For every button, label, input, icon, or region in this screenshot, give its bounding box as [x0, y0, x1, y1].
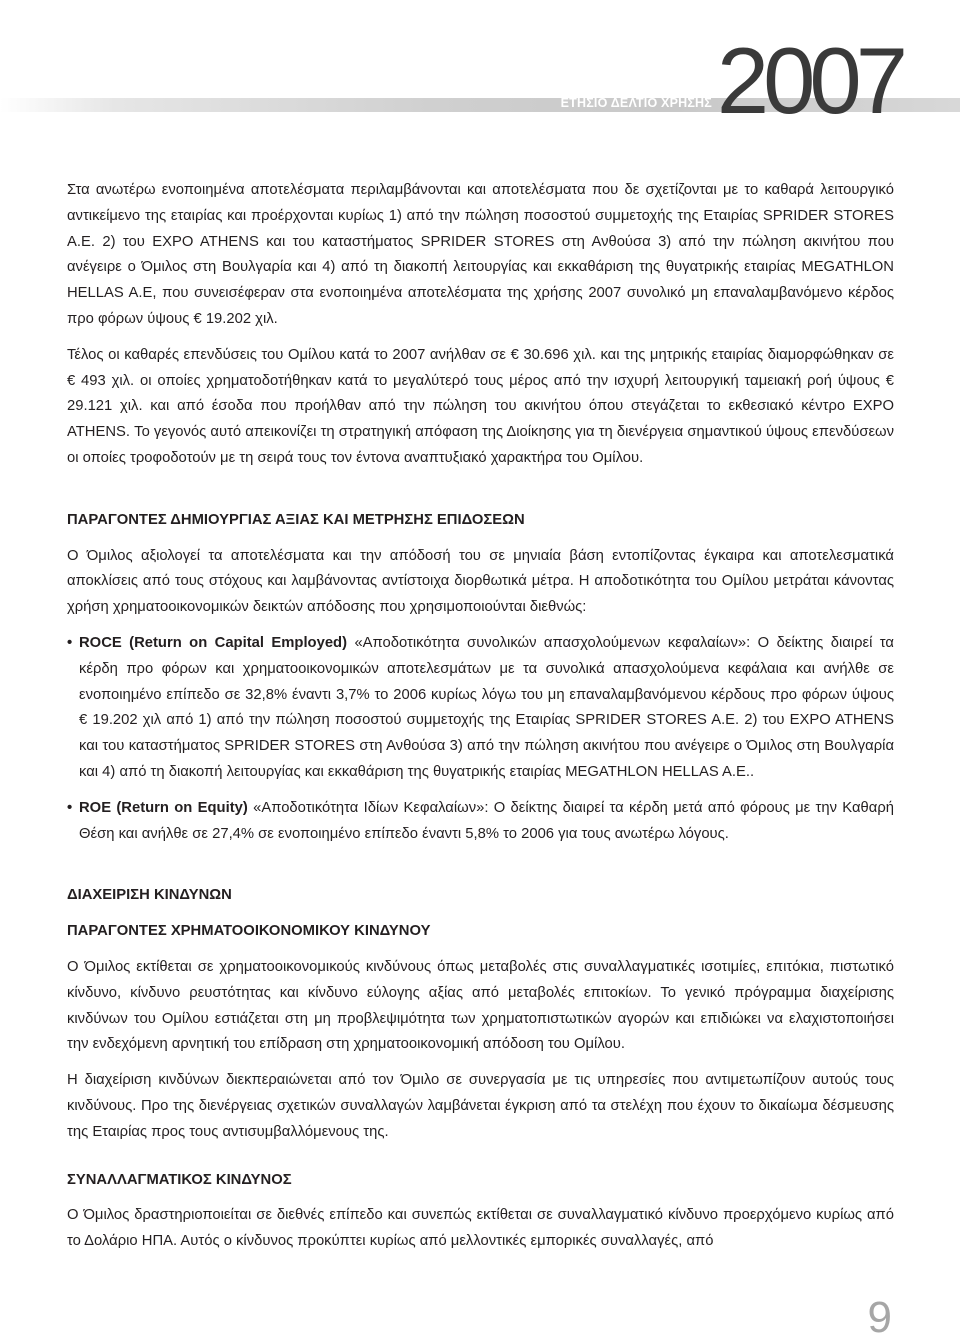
roce-text: «Αποδοτικότητα συνολικών απασχολούμενων κεφαλαίων»: Ο δείκτης διαιρεί τα κέρδη προ φόρων και χρηματοοικονομικών αποτελεσμάτων με τα συνολικά απασχολούμενα κεφάλαια και ανήλθε σε ενοποιημένο επίπεδο σε 32,8% έναντι 3,7% το 2006 κυρίως λόγω του μη επαναλαμβανόμενου κέρδους προ φόρων ύψους € 19.202 χιλ από 1) από την πώληση ποσοστού συμμετοχής της Εταιρίας SPRIDER STORES A.E. 2) του EXPO ATHENS και του καταστήματος SPRIDER STORES στη Ανθούσα 3) από την πώληση ακινήτου που ανέγειρε ο Όμιλος στη Βουλγαρία και 4) από τη διακοπή λειτουργίας και εκκαθάριση της θυγατρικής εταιρίας MEGATHLON HELLAS A.E..: [79, 634, 894, 780]
list-item-roe: [67, 796, 894, 848]
bullet-icon: •: [67, 634, 73, 651]
paragraph-results: Στα ανωτέρω ενοποιημένα αποτελέσματα περιλαμβάνονται και αποτελέσματα που δε σχετίζονται με το καθαρά λειτουργικό αντικείμενο της εταιρίας και προέρχονται κυρίως 1) από την πώληση ποσοστού συμμετοχής της Εταιρίας SPRIDER STORES A.E. 2) του EXPO ATHENS και του καταστήματος SPRIDER STORES στη Ανθούσα 3) από την πώληση ακινήτου που ανέγειρε ο Όμιλος στη Βουλγαρία και 4) από τη διακοπή λειτουργίας και εκκαθάριση της θυγατρικής εταιρίας MEGATHLON HELLAS A.E, που συνεισέφεραν στα ενοποιημένα αποτελέσματα της χρήσης 2007 συνολικό μη επαναλαμβανόμενο κέρδος προ φόρων ύψους € 19.202 χιλ.: [67, 182, 894, 327]
page-number: 9: [867, 1293, 892, 1342]
paragraph-risk-exposure: Ο Όμιλος εκτίθεται σε χρηματοοικονομικούς κινδύνους όπως μεταβολές στις συναλλαγματικές ισοτιμίες, επιτόκια, πιστωτικό κίνδυνο, κίνδυνο ρευστότητας και κίνδυνο εύλογης αξίας από μεταβολές επιτοκίων. Το γενικό πρόγραμμα διαχείρισης κινδύνων του Ομίλου εστιάζεται στη μη προβλεψιμότητα των χρηματοπιστωτικών αγορών και επιδιώκει να ελαχιστοποιήσει την ενδεχόμενη αρνητική του επίδραση στη χρηματοοικονομική απόδοση του Ομίλου.: [67, 958, 894, 1053]
paragraph-investments: Τέλος οι καθαρές επενδύσεις του Ομίλου κατά το 2007 ανήλθαν σε € 30.696 χιλ. και της μητρικής εταιρίας διαμορφώθηκαν σε € 493 χιλ. οι οποίες χρηματοδοτήθηκαν κατά το μεγαλύτερό τους μέρος από την ισχυρή λειτουργική ταμειακή ροή ύψους € 29.121 χιλ. και από έσοδα που προήλθαν από την πώληση του ακινήτου όπου στεγάζεται το εκθεσιακό κέντρο EXPO ATHENS. Το γεγονός αυτό απεικονίζει τη στρατηγική απόφαση της Διοίκησης για τη διενέργεια σημαντικού ύψους επενδύσεων οι οποίες τροφοδοτούν με τη σειρά τους τον έντονα αναπτυξιακό χαρακτήρα του Ομίλου.: [67, 346, 894, 466]
list-item-roce: [67, 631, 894, 786]
header-year: 2007: [716, 28, 902, 133]
section-heading-fx: ΣΥΝΑΛΛΑΓΜΑΤΙΚΟΣ ΚΙΝΔΥΝΟΣ: [67, 1171, 292, 1188]
roe-term: ROE (Return on Equity): [79, 799, 248, 816]
document-body: [67, 178, 894, 1255]
section-heading-risk: ΔΙΑΧΕΙΡΙΣΗ ΚΙΝΔΥΝΩΝ: [67, 887, 232, 904]
header-subtitle: ΕΤΗΣΙΟ ΔΕΛΤΙΟ ΧΡΗΣΗΣ: [560, 96, 712, 110]
section-subheading-financial-risk: ΠΑΡΑΓΟΝΤΕΣ ΧΡΗΜΑΤΟΟΙΚΟΝΟΜΙΚΟΥ ΚΙΝΔΥΝΟΥ: [67, 923, 431, 940]
bullet-icon: •: [67, 799, 73, 816]
paragraph-fx: Ο Όμιλος δραστηριοποιείται σε διεθνές επίπεδο και συνεπώς εκτίθεται σε συναλλαγματικό κίνδυνο προερχόμενο κυρίως από το Δολάριο ΗΠΑ. Αυτός ο κίνδυνος προκύπτει κυρίως από μελλοντικές εμπορικές συναλλαγές, από: [67, 1207, 894, 1250]
section-heading-value: ΠΑΡΑΓΟΝΤΕΣ ΔΗΜΙΟΥΡΓΙΑΣ ΑΞΙΑΣ ΚΑΙ ΜΕΤΡΗΣΗΣ ΕΠΙΔΟΣΕΩΝ: [67, 511, 525, 528]
paragraph-risk-management: Η διαχείριση κινδύνων διεκπεραιώνεται από τον Όμιλο σε συνεργασία με τις υπηρεσίες που αντιμετωπίζουν αυτούς τους κινδύνους. Προ της διενέργειας σχετικών συναλλαγών λαμβάνεται έγκριση από τα στελέχη που έχουν το δικαίωμα δέσμευσης της Εταιρίας προς τους αντισυμβαλλόμενους της.: [67, 1072, 894, 1140]
paragraph-value-intro: Ο Όμιλος αξιολογεί τα αποτελέσματα και την απόδοσή του σε μηνιαία βάση εντοπίζοντας έγκαιρα και αποτελεσματικά αποκλίσεις από τους στόχους και λαμβάνοντας αντίστοιχα διορθωτικά μέτρα. Η αποδοτικότητα του Ομίλου μετράται κάνοντας χρήση χρηματοοικονομικών δεικτών απόδοσης που χρησιμοποιούνται διεθνώς:: [67, 547, 894, 616]
roe-text: «Αποδοτικότητα Ιδίων Κεφαλαίων»: Ο δείκτης διαιρεί τα κέρδη μετά από φόρους με την Καθαρή Θέση και ανήλθε σε 27,4% σε ενοποιημένο επίπεδο έναντι 5,8% το 2006 για τους ανωτέρω λόγους.: [79, 799, 894, 842]
roce-term: ROCE (Return on Capital Employed): [79, 634, 348, 651]
